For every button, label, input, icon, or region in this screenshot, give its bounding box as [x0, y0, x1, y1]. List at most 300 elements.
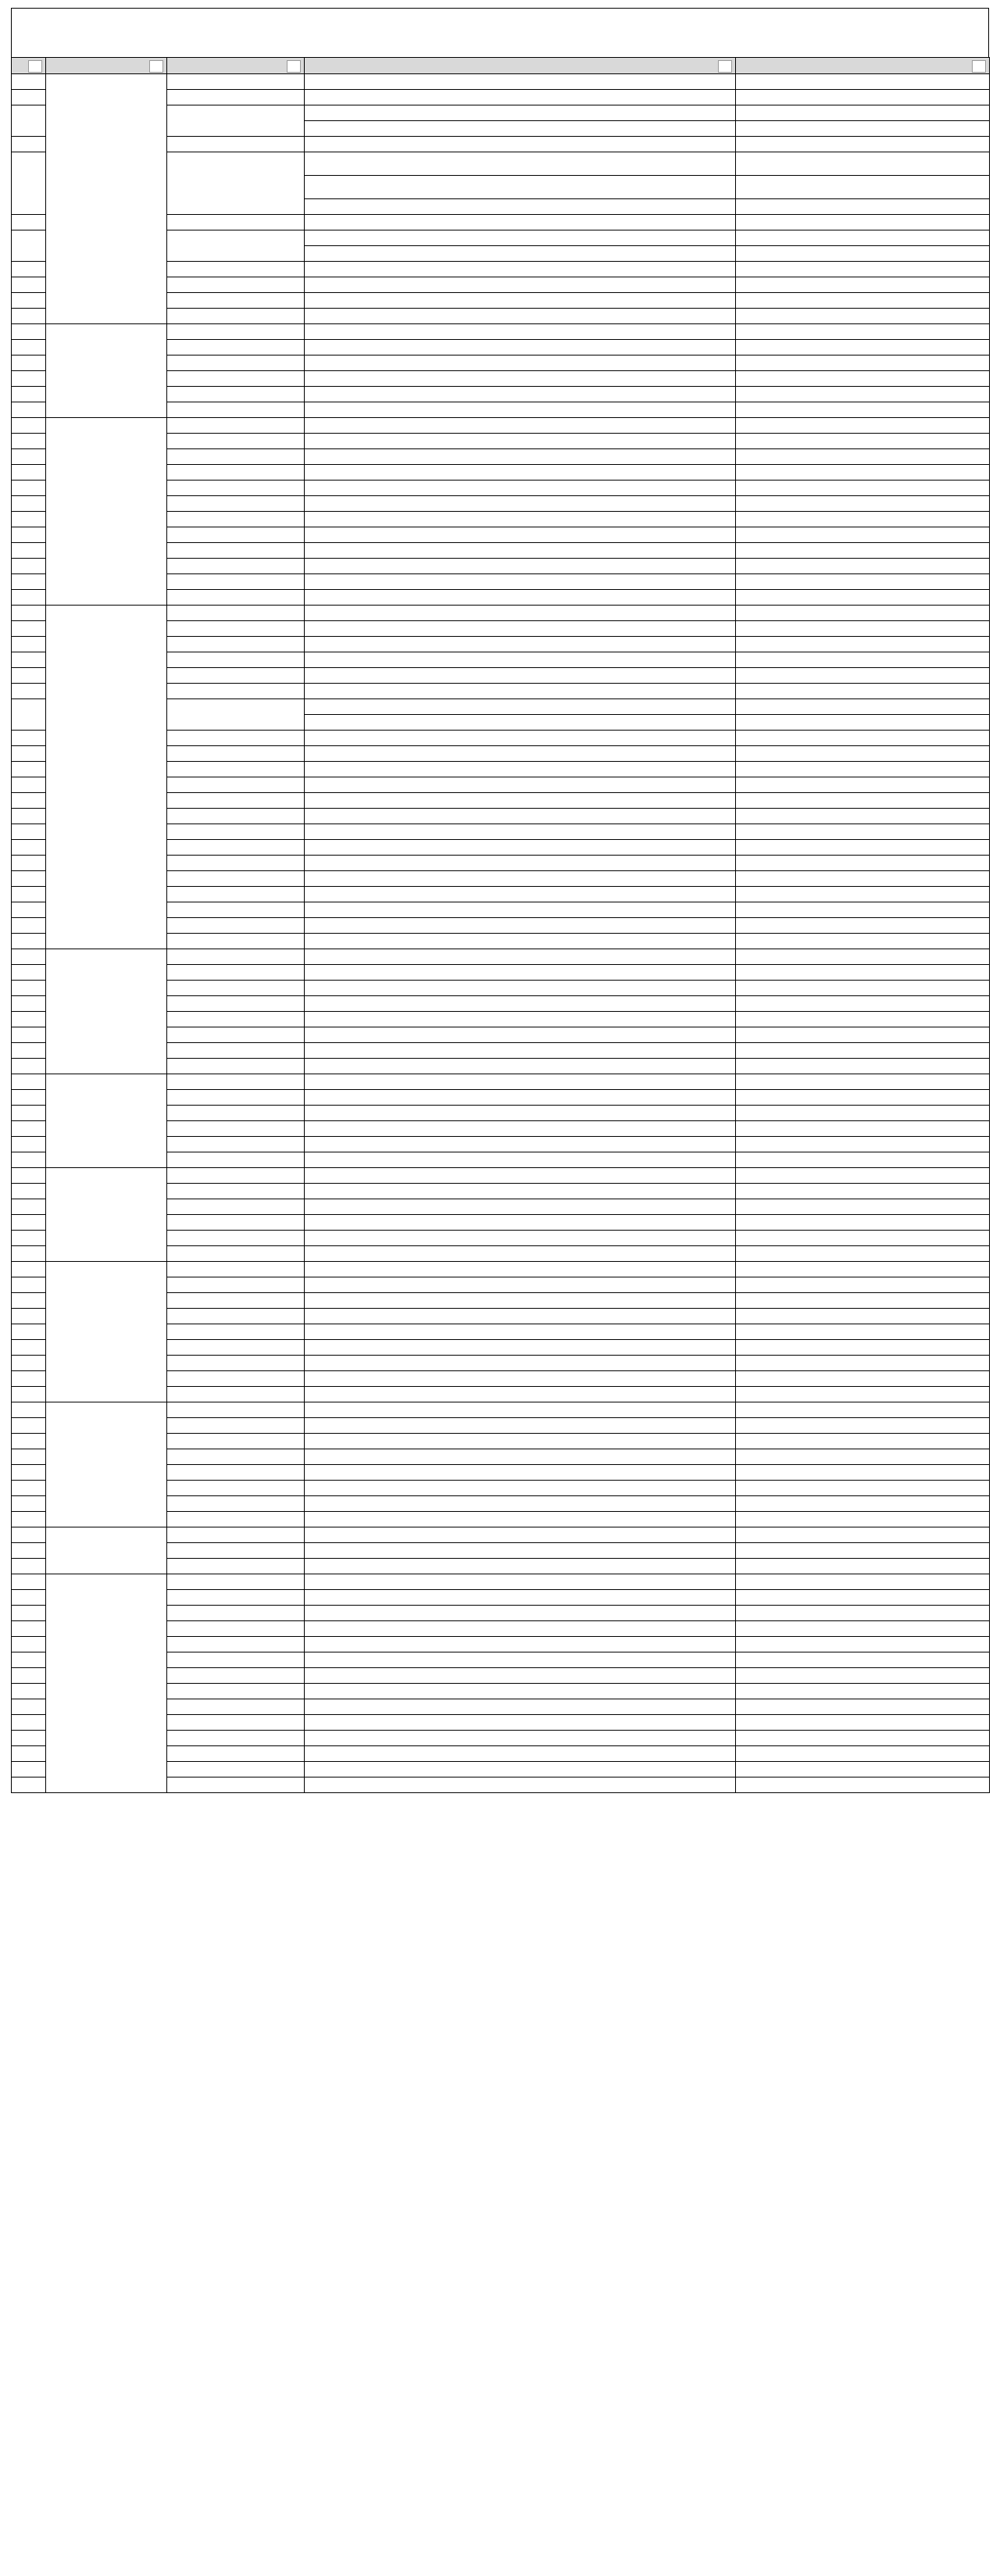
- cell-remark[interactable]: [736, 1277, 990, 1293]
- cell-address[interactable]: [305, 121, 736, 137]
- cell-address[interactable]: [305, 1277, 736, 1293]
- cell-community[interactable]: [167, 1262, 305, 1277]
- cell-community[interactable]: [167, 871, 305, 887]
- cell-seq[interactable]: [12, 1340, 46, 1356]
- filter-dropdown-icon[interactable]: [972, 60, 986, 73]
- cell-seq[interactable]: [12, 1309, 46, 1324]
- cell-remark[interactable]: [736, 1668, 990, 1684]
- cell-community[interactable]: [167, 574, 305, 590]
- cell-remark[interactable]: [736, 715, 990, 731]
- cell-remark[interactable]: [736, 684, 990, 699]
- cell-address[interactable]: [305, 621, 736, 637]
- cell-community[interactable]: [167, 1184, 305, 1199]
- cell-community[interactable]: [167, 1356, 305, 1371]
- cell-address[interactable]: [305, 981, 736, 996]
- cell-remark[interactable]: [736, 1465, 990, 1481]
- cell-seq[interactable]: [12, 1387, 46, 1402]
- cell-remark[interactable]: [736, 1168, 990, 1184]
- cell-remark[interactable]: [736, 176, 990, 199]
- cell-community[interactable]: [167, 887, 305, 902]
- filter-dropdown-icon[interactable]: [718, 60, 732, 73]
- cell-address[interactable]: [305, 1387, 736, 1402]
- cell-remark[interactable]: [736, 1215, 990, 1231]
- cell-remark[interactable]: [736, 981, 990, 996]
- cell-community[interactable]: [167, 371, 305, 387]
- cell-seq[interactable]: [12, 840, 46, 856]
- cell-seq[interactable]: [12, 465, 46, 481]
- cell-seq[interactable]: [12, 777, 46, 793]
- cell-seq[interactable]: [12, 90, 46, 105]
- cell-seq[interactable]: [12, 887, 46, 902]
- cell-remark[interactable]: [736, 1543, 990, 1559]
- cell-seq[interactable]: [12, 1074, 46, 1090]
- cell-address[interactable]: [305, 1215, 736, 1231]
- cell-address[interactable]: [305, 809, 736, 824]
- cell-street[interactable]: [46, 949, 167, 1074]
- cell-remark[interactable]: [736, 1527, 990, 1543]
- cell-community[interactable]: [167, 965, 305, 981]
- cell-address[interactable]: [305, 1137, 736, 1152]
- cell-seq[interactable]: [12, 590, 46, 606]
- cell-seq[interactable]: [12, 1762, 46, 1777]
- cell-remark[interactable]: [736, 934, 990, 949]
- cell-remark[interactable]: [736, 574, 990, 590]
- cell-remark[interactable]: [736, 121, 990, 137]
- cell-remark[interactable]: [736, 699, 990, 715]
- cell-seq[interactable]: [12, 137, 46, 152]
- cell-seq[interactable]: [12, 1574, 46, 1590]
- cell-address[interactable]: [305, 1371, 736, 1387]
- cell-remark[interactable]: [736, 1340, 990, 1356]
- cell-address[interactable]: [305, 1043, 736, 1059]
- cell-community[interactable]: [167, 1434, 305, 1449]
- cell-remark[interactable]: [736, 1481, 990, 1496]
- cell-address[interactable]: [305, 1184, 736, 1199]
- cell-seq[interactable]: [12, 1590, 46, 1606]
- cell-remark[interactable]: [736, 230, 990, 246]
- cell-remark[interactable]: [736, 996, 990, 1012]
- cell-address[interactable]: [305, 871, 736, 887]
- cell-community[interactable]: [167, 1746, 305, 1762]
- cell-remark[interactable]: [736, 1293, 990, 1309]
- cell-address[interactable]: [305, 996, 736, 1012]
- cell-seq[interactable]: [12, 1231, 46, 1246]
- cell-address[interactable]: [305, 527, 736, 543]
- cell-address[interactable]: [305, 1106, 736, 1121]
- cell-remark[interactable]: [736, 668, 990, 684]
- cell-community[interactable]: [167, 699, 305, 731]
- cell-remark[interactable]: [736, 762, 990, 777]
- cell-seq[interactable]: [12, 1465, 46, 1481]
- cell-community[interactable]: [167, 1371, 305, 1387]
- cell-remark[interactable]: [736, 1731, 990, 1746]
- cell-remark[interactable]: [736, 1512, 990, 1527]
- cell-seq[interactable]: [12, 1637, 46, 1652]
- cell-community[interactable]: [167, 918, 305, 934]
- cell-seq[interactable]: [12, 793, 46, 809]
- cell-remark[interactable]: [736, 1418, 990, 1434]
- cell-remark[interactable]: [736, 371, 990, 387]
- cell-remark[interactable]: [736, 1652, 990, 1668]
- cell-remark[interactable]: [736, 902, 990, 918]
- cell-address[interactable]: [305, 949, 736, 965]
- cell-seq[interactable]: [12, 574, 46, 590]
- cell-remark[interactable]: [736, 309, 990, 324]
- cell-remark[interactable]: [736, 918, 990, 934]
- cell-community[interactable]: [167, 1449, 305, 1465]
- cell-seq[interactable]: [12, 215, 46, 230]
- cell-community[interactable]: [167, 1152, 305, 1168]
- cell-seq[interactable]: [12, 1527, 46, 1543]
- cell-address[interactable]: [305, 543, 736, 559]
- cell-community[interactable]: [167, 481, 305, 496]
- cell-address[interactable]: [305, 1356, 736, 1371]
- cell-community[interactable]: [167, 1637, 305, 1652]
- cell-community[interactable]: [167, 1668, 305, 1684]
- cell-remark[interactable]: [736, 1637, 990, 1652]
- cell-community[interactable]: [167, 1465, 305, 1481]
- cell-community[interactable]: [167, 1168, 305, 1184]
- cell-seq[interactable]: [12, 512, 46, 527]
- cell-address[interactable]: [305, 496, 736, 512]
- cell-remark[interactable]: [736, 277, 990, 293]
- cell-seq[interactable]: [12, 418, 46, 434]
- cell-remark[interactable]: [736, 481, 990, 496]
- cell-address[interactable]: [305, 887, 736, 902]
- cell-address[interactable]: [305, 1543, 736, 1559]
- cell-community[interactable]: [167, 731, 305, 746]
- cell-address[interactable]: [305, 176, 736, 199]
- cell-seq[interactable]: [12, 527, 46, 543]
- cell-seq[interactable]: [12, 1137, 46, 1152]
- cell-seq[interactable]: [12, 606, 46, 621]
- cell-remark[interactable]: [736, 152, 990, 176]
- cell-street[interactable]: [46, 1168, 167, 1262]
- cell-community[interactable]: [167, 1621, 305, 1637]
- cell-community[interactable]: [167, 606, 305, 621]
- cell-street[interactable]: [46, 1402, 167, 1527]
- cell-address[interactable]: [305, 1059, 736, 1074]
- cell-seq[interactable]: [12, 918, 46, 934]
- header-remark[interactable]: [736, 58, 990, 74]
- cell-address[interactable]: [305, 715, 736, 731]
- cell-remark[interactable]: [736, 1621, 990, 1637]
- cell-seq[interactable]: [12, 731, 46, 746]
- cell-seq[interactable]: [12, 1512, 46, 1527]
- cell-community[interactable]: [167, 1121, 305, 1137]
- cell-address[interactable]: [305, 1309, 736, 1324]
- cell-remark[interactable]: [736, 246, 990, 262]
- cell-community[interactable]: [167, 105, 305, 137]
- cell-address[interactable]: [305, 309, 736, 324]
- cell-community[interactable]: [167, 1699, 305, 1715]
- cell-seq[interactable]: [12, 1356, 46, 1371]
- cell-remark[interactable]: [736, 777, 990, 793]
- cell-community[interactable]: [167, 1137, 305, 1152]
- cell-address[interactable]: [305, 1684, 736, 1699]
- cell-seq[interactable]: [12, 809, 46, 824]
- cell-community[interactable]: [167, 402, 305, 418]
- cell-remark[interactable]: [736, 402, 990, 418]
- cell-seq[interactable]: [12, 1434, 46, 1449]
- cell-seq[interactable]: [12, 871, 46, 887]
- cell-seq[interactable]: [12, 652, 46, 668]
- cell-community[interactable]: [167, 449, 305, 465]
- cell-community[interactable]: [167, 1309, 305, 1324]
- cell-seq[interactable]: [12, 543, 46, 559]
- cell-seq[interactable]: [12, 949, 46, 965]
- cell-remark[interactable]: [736, 559, 990, 574]
- cell-remark[interactable]: [736, 465, 990, 481]
- cell-remark[interactable]: [736, 1777, 990, 1793]
- cell-address[interactable]: [305, 1418, 736, 1434]
- cell-seq[interactable]: [12, 262, 46, 277]
- cell-remark[interactable]: [736, 1387, 990, 1402]
- cell-community[interactable]: [167, 309, 305, 324]
- filter-dropdown-icon[interactable]: [149, 60, 163, 73]
- cell-community[interactable]: [167, 1059, 305, 1074]
- cell-street[interactable]: [46, 324, 167, 418]
- cell-remark[interactable]: [736, 1449, 990, 1465]
- cell-seq[interactable]: [12, 74, 46, 90]
- cell-seq[interactable]: [12, 1418, 46, 1434]
- cell-community[interactable]: [167, 262, 305, 277]
- cell-address[interactable]: [305, 637, 736, 652]
- cell-community[interactable]: [167, 1340, 305, 1356]
- cell-remark[interactable]: [736, 449, 990, 465]
- cell-remark[interactable]: [736, 1152, 990, 1168]
- cell-remark[interactable]: [736, 1762, 990, 1777]
- cell-community[interactable]: [167, 1074, 305, 1090]
- cell-address[interactable]: [305, 1246, 736, 1262]
- cell-seq[interactable]: [12, 1652, 46, 1668]
- cell-seq[interactable]: [12, 762, 46, 777]
- cell-community[interactable]: [167, 230, 305, 262]
- cell-remark[interactable]: [736, 1559, 990, 1574]
- cell-remark[interactable]: [736, 871, 990, 887]
- cell-address[interactable]: [305, 1027, 736, 1043]
- cell-remark[interactable]: [736, 887, 990, 902]
- cell-address[interactable]: [305, 262, 736, 277]
- cell-address[interactable]: [305, 512, 736, 527]
- cell-address[interactable]: [305, 840, 736, 856]
- cell-seq[interactable]: [12, 277, 46, 293]
- cell-remark[interactable]: [736, 527, 990, 543]
- cell-remark[interactable]: [736, 840, 990, 856]
- cell-seq[interactable]: [12, 387, 46, 402]
- cell-address[interactable]: [305, 746, 736, 762]
- cell-remark[interactable]: [736, 637, 990, 652]
- header-street[interactable]: [46, 58, 167, 74]
- cell-address[interactable]: [305, 1731, 736, 1746]
- cell-community[interactable]: [167, 215, 305, 230]
- cell-community[interactable]: [167, 1027, 305, 1043]
- cell-remark[interactable]: [736, 731, 990, 746]
- cell-address[interactable]: [305, 777, 736, 793]
- cell-seq[interactable]: [12, 996, 46, 1012]
- cell-address[interactable]: [305, 324, 736, 340]
- cell-seq[interactable]: [12, 1746, 46, 1762]
- cell-remark[interactable]: [736, 387, 990, 402]
- cell-address[interactable]: [305, 590, 736, 606]
- cell-street[interactable]: [46, 1262, 167, 1402]
- cell-seq[interactable]: [12, 1262, 46, 1277]
- cell-address[interactable]: [305, 340, 736, 355]
- cell-address[interactable]: [305, 652, 736, 668]
- cell-remark[interactable]: [736, 621, 990, 637]
- cell-remark[interactable]: [736, 1246, 990, 1262]
- cell-remark[interactable]: [736, 1402, 990, 1418]
- cell-seq[interactable]: [12, 1621, 46, 1637]
- cell-remark[interactable]: [736, 512, 990, 527]
- cell-address[interactable]: [305, 1012, 736, 1027]
- cell-address[interactable]: [305, 1606, 736, 1621]
- cell-address[interactable]: [305, 1715, 736, 1731]
- cell-community[interactable]: [167, 809, 305, 824]
- cell-address[interactable]: [305, 449, 736, 465]
- cell-remark[interactable]: [736, 1059, 990, 1074]
- cell-street[interactable]: [46, 606, 167, 949]
- cell-remark[interactable]: [736, 1074, 990, 1090]
- cell-community[interactable]: [167, 777, 305, 793]
- cell-remark[interactable]: [736, 1324, 990, 1340]
- cell-remark[interactable]: [736, 1356, 990, 1371]
- cell-seq[interactable]: [12, 902, 46, 918]
- filter-dropdown-icon[interactable]: [28, 60, 42, 73]
- cell-address[interactable]: [305, 1559, 736, 1574]
- cell-community[interactable]: [167, 1293, 305, 1309]
- cell-seq[interactable]: [12, 1168, 46, 1184]
- cell-seq[interactable]: [12, 402, 46, 418]
- cell-remark[interactable]: [736, 1434, 990, 1449]
- cell-remark[interactable]: [736, 262, 990, 277]
- cell-community[interactable]: [167, 1199, 305, 1215]
- cell-street[interactable]: [46, 418, 167, 606]
- cell-seq[interactable]: [12, 1293, 46, 1309]
- cell-community[interactable]: [167, 74, 305, 90]
- cell-community[interactable]: [167, 293, 305, 309]
- cell-community[interactable]: [167, 1324, 305, 1340]
- cell-remark[interactable]: [736, 293, 990, 309]
- cell-community[interactable]: [167, 1543, 305, 1559]
- cell-address[interactable]: [305, 1496, 736, 1512]
- cell-address[interactable]: [305, 606, 736, 621]
- cell-community[interactable]: [167, 1606, 305, 1621]
- cell-address[interactable]: [305, 1762, 736, 1777]
- cell-remark[interactable]: [736, 1231, 990, 1246]
- cell-address[interactable]: [305, 559, 736, 574]
- cell-community[interactable]: [167, 543, 305, 559]
- cell-remark[interactable]: [736, 1199, 990, 1215]
- cell-address[interactable]: [305, 402, 736, 418]
- cell-remark[interactable]: [736, 105, 990, 121]
- cell-address[interactable]: [305, 856, 736, 871]
- cell-address[interactable]: [305, 1340, 736, 1356]
- cell-address[interactable]: [305, 1402, 736, 1418]
- header-address[interactable]: [305, 58, 736, 74]
- cell-community[interactable]: [167, 1652, 305, 1668]
- cell-remark[interactable]: [736, 543, 990, 559]
- cell-remark[interactable]: [736, 1121, 990, 1137]
- cell-community[interactable]: [167, 1731, 305, 1746]
- cell-address[interactable]: [305, 152, 736, 176]
- cell-seq[interactable]: [12, 1043, 46, 1059]
- cell-seq[interactable]: [12, 1090, 46, 1106]
- cell-seq[interactable]: [12, 1496, 46, 1512]
- cell-address[interactable]: [305, 1231, 736, 1246]
- cell-remark[interactable]: [736, 652, 990, 668]
- cell-community[interactable]: [167, 1590, 305, 1606]
- cell-remark[interactable]: [736, 418, 990, 434]
- cell-community[interactable]: [167, 1762, 305, 1777]
- cell-community[interactable]: [167, 1559, 305, 1574]
- cell-seq[interactable]: [12, 684, 46, 699]
- cell-address[interactable]: [305, 1121, 736, 1137]
- cell-address[interactable]: [305, 246, 736, 262]
- cell-seq[interactable]: [12, 371, 46, 387]
- cell-community[interactable]: [167, 1418, 305, 1434]
- cell-address[interactable]: [305, 1074, 736, 1090]
- cell-address[interactable]: [305, 1512, 736, 1527]
- cell-community[interactable]: [167, 1527, 305, 1543]
- cell-street[interactable]: [46, 1574, 167, 1793]
- cell-seq[interactable]: [12, 105, 46, 137]
- cell-address[interactable]: [305, 371, 736, 387]
- cell-address[interactable]: [305, 1090, 736, 1106]
- cell-community[interactable]: [167, 1246, 305, 1262]
- cell-seq[interactable]: [12, 152, 46, 215]
- cell-community[interactable]: [167, 512, 305, 527]
- cell-address[interactable]: [305, 277, 736, 293]
- cell-remark[interactable]: [736, 590, 990, 606]
- cell-seq[interactable]: [12, 1668, 46, 1684]
- cell-address[interactable]: [305, 1527, 736, 1543]
- cell-remark[interactable]: [736, 340, 990, 355]
- cell-remark[interactable]: [736, 1496, 990, 1512]
- cell-community[interactable]: [167, 1574, 305, 1590]
- cell-community[interactable]: [167, 1715, 305, 1731]
- cell-remark[interactable]: [736, 1137, 990, 1152]
- cell-address[interactable]: [305, 793, 736, 809]
- cell-address[interactable]: [305, 1637, 736, 1652]
- cell-remark[interactable]: [736, 355, 990, 371]
- cell-seq[interactable]: [12, 1481, 46, 1496]
- cell-seq[interactable]: [12, 1731, 46, 1746]
- cell-community[interactable]: [167, 496, 305, 512]
- cell-remark[interactable]: [736, 1606, 990, 1621]
- cell-address[interactable]: [305, 230, 736, 246]
- cell-remark[interactable]: [736, 90, 990, 105]
- cell-seq[interactable]: [12, 746, 46, 762]
- cell-seq[interactable]: [12, 699, 46, 731]
- cell-remark[interactable]: [736, 606, 990, 621]
- cell-address[interactable]: [305, 1152, 736, 1168]
- cell-seq[interactable]: [12, 1277, 46, 1293]
- cell-community[interactable]: [167, 762, 305, 777]
- cell-remark[interactable]: [736, 1027, 990, 1043]
- cell-seq[interactable]: [12, 621, 46, 637]
- cell-seq[interactable]: [12, 1449, 46, 1465]
- cell-community[interactable]: [167, 434, 305, 449]
- cell-seq[interactable]: [12, 1606, 46, 1621]
- cell-remark[interactable]: [736, 215, 990, 230]
- cell-address[interactable]: [305, 699, 736, 715]
- cell-community[interactable]: [167, 1512, 305, 1527]
- cell-remark[interactable]: [736, 1043, 990, 1059]
- cell-community[interactable]: [167, 668, 305, 684]
- cell-address[interactable]: [305, 137, 736, 152]
- cell-address[interactable]: [305, 1262, 736, 1277]
